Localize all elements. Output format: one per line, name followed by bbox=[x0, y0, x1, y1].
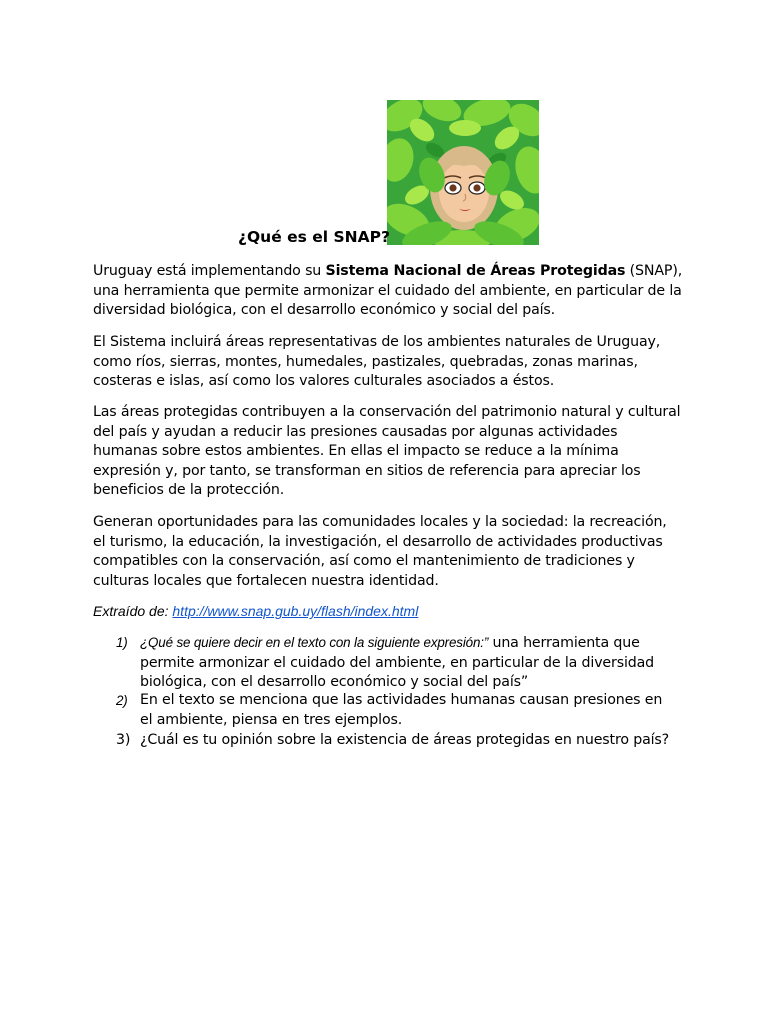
source-link[interactable]: http://www.snap.gub.uy/flash/index.html bbox=[172, 603, 419, 619]
paragraph-intro-post: (SNAP), una herramienta que permite armonizar el cuidado del ambiente, en particular de la diversidad biológica, con el desarrollo económico y social del país. bbox=[93, 263, 683, 319]
question-item bbox=[116, 731, 676, 751]
question-item bbox=[116, 633, 676, 693]
question-item bbox=[116, 691, 676, 730]
paragraph-benefits: Las áreas protegidas contribuyen a la conservación del patrimonio natural y cultural del país y ayudan a reducir las presiones causadas por algunas actividades humanas sobre estos ambientes. En ellas el impacto se reduce a la mínima expresión y, por tanto, se transforman en sitios de referencia para apreciar los beneficios de la protección. bbox=[93, 404, 681, 499]
paragraph-intro bbox=[93, 262, 683, 321]
girl-in-leaves-avatar-icon bbox=[387, 100, 539, 245]
paragraph-intro-pre: Uruguay está implementando su bbox=[93, 263, 326, 279]
question-number: 2) bbox=[116, 693, 128, 708]
question-number: 3) bbox=[116, 732, 131, 748]
question-text: ¿Cuál es tu opinión sobre la existencia de áreas protegidas en nuestro país? bbox=[140, 732, 670, 748]
paragraph-system: El Sistema incluirá áreas representativas de los ambientes naturales de Uruguay, como ríos, sierras, montes, humedales, pastizales, quebradas, zonas marinas, costeras e islas, así como los valores culturales asociados a éstos. bbox=[93, 334, 661, 390]
question-text: una herramienta que permite armonizar el cuidado del ambiente, en particular de la diversidad biológica, con el desarrollo económico y social del país” bbox=[140, 635, 654, 691]
question-number: 1) bbox=[116, 635, 128, 650]
paragraph-opportunities: Generan oportunidades para las comunidades locales y la sociedad: la recreación, el turismo, la educación, la investigación, el desarrollo de actividades productivas compatibles con la conservación, así como el mantenimiento de tradiciones y culturas locales que fortalecen nuestra identidad. bbox=[93, 514, 667, 589]
source-label: Extraído de: bbox=[93, 603, 173, 619]
document-title: ¿Qué es el SNAP? bbox=[238, 228, 390, 246]
question-text: En el texto se menciona que las actividades humanas causan presiones en el ambiente, piensa en tres ejemplos. bbox=[140, 692, 663, 728]
question-italic-text: ¿Qué se quiere decir en el texto con la siguiente expresión:” bbox=[140, 635, 489, 650]
snap-full-name: Sistema Nacional de Áreas Protegidas bbox=[325, 263, 626, 279]
source-line bbox=[93, 603, 418, 619]
